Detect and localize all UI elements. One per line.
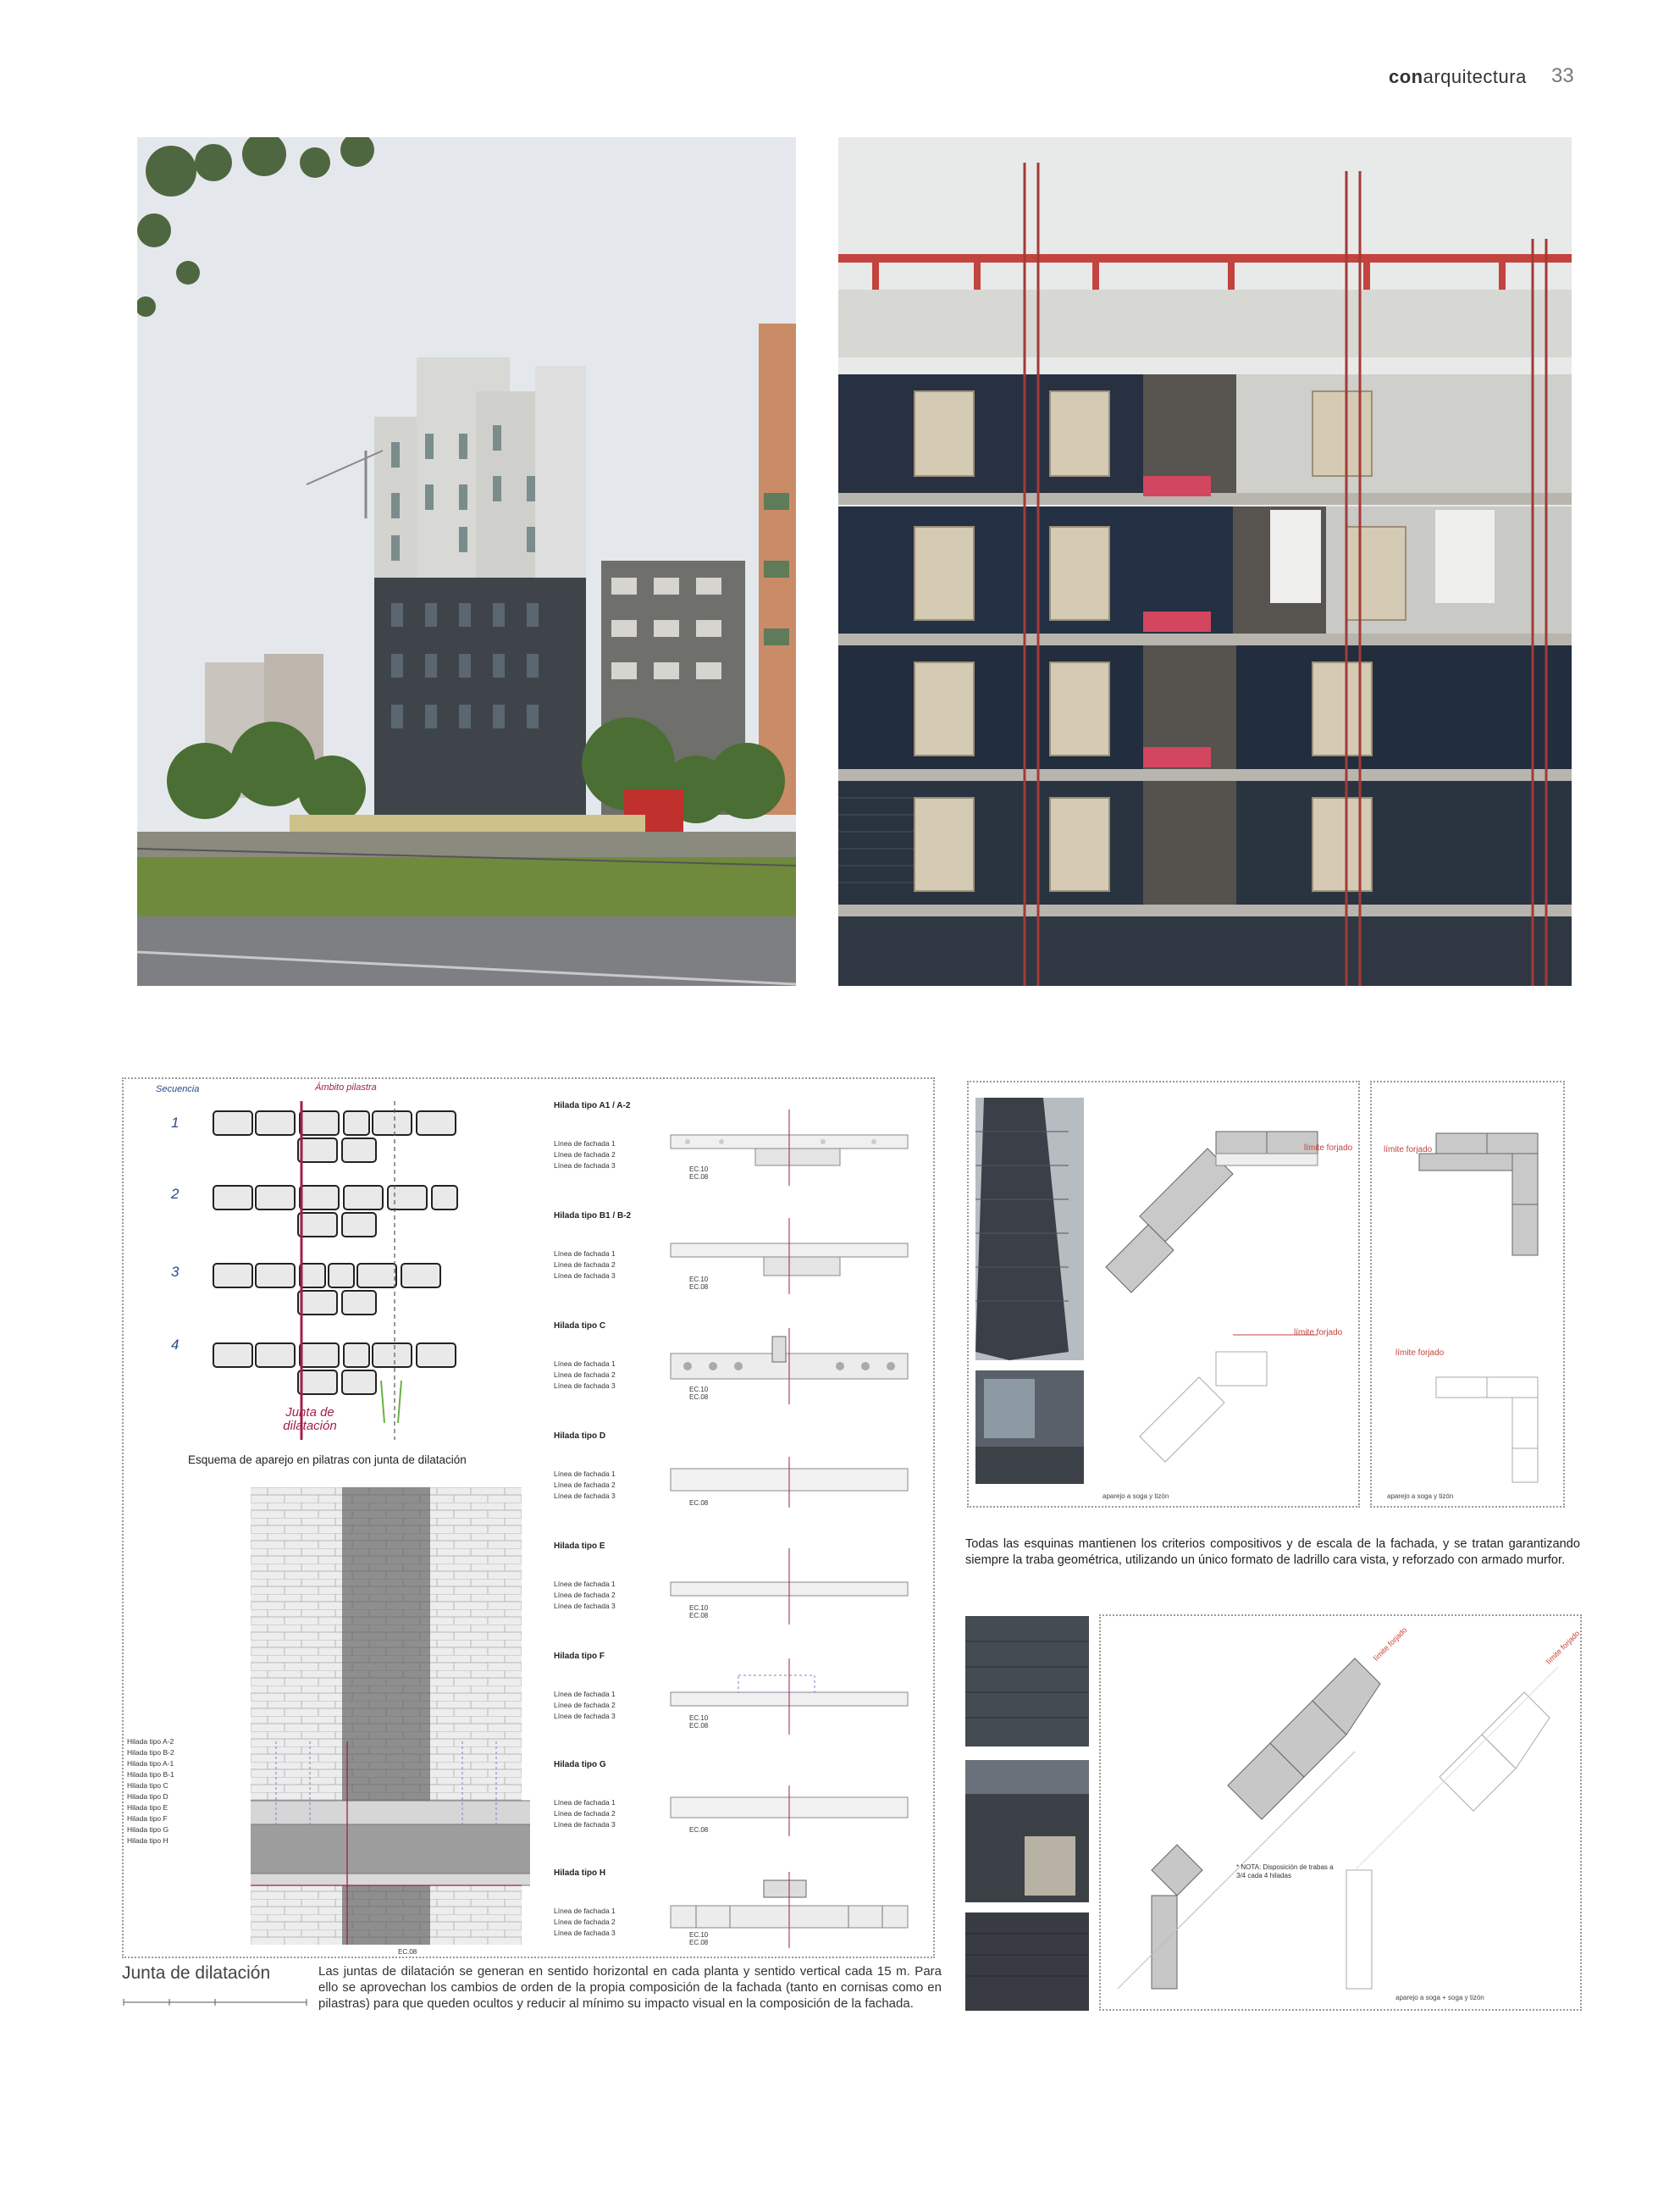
brick-sequence-sketch bbox=[203, 1101, 500, 1440]
corner-photo-4 bbox=[965, 1760, 1089, 1902]
junta-description: Las juntas de dilatación se generan en sentido horizontal en cada planta y sentido vertical cada 15 m. Para ello se aprovechan los cambios de orden de la propia composición de la fachada (tanto en cornisas como en pilastras) para que queden ocultos y reducir al mínimo su impacto visual en la composición de la fachada. bbox=[318, 1964, 942, 2011]
corner-drawing-3 bbox=[1101, 1616, 1577, 2006]
junta-title: Junta de dilatación bbox=[122, 1963, 271, 1983]
corner-photo-1 bbox=[975, 1098, 1084, 1360]
section-f-codes: EC.10 EC.08 bbox=[689, 1714, 709, 1730]
section-c-codes: EC.10 EC.08 bbox=[689, 1386, 709, 1401]
sketch-row-3: 3 bbox=[171, 1264, 180, 1280]
corner2-limite-top: límite forjado bbox=[1384, 1145, 1433, 1154]
magazine-name: conarquitectura bbox=[1389, 66, 1527, 87]
corner1-caption: aparejo a soga y tizón bbox=[1102, 1492, 1169, 1500]
elevation-code: EC.08 bbox=[398, 1948, 417, 1956]
section-e-lineas: Línea de fachada 1 Línea de fachada 2 Línea de fachada 3 bbox=[554, 1580, 616, 1610]
section-d-lineas: Línea de fachada 1 Línea de fachada 2 Línea de fachada 3 bbox=[554, 1470, 616, 1500]
corner3-nota: * NOTA: Disposición de trabas a 3/4 cada 4 hiladas bbox=[1236, 1863, 1334, 1879]
section-d-drawing bbox=[662, 1440, 916, 1508]
pilaster-elevation bbox=[251, 1487, 530, 1945]
sketch-row-2: 2 bbox=[171, 1186, 180, 1202]
corners-description: Todas las esquinas mantienen los criterios compositivos y de escala de la fachada, y se tratan garantizando siempre la traba geométrica, utilizando un único formato de ladrillo cara vista, y reforzado con armado murfor. bbox=[965, 1537, 1580, 1567]
street-photo bbox=[137, 137, 796, 986]
section-e-codes: EC.10 EC.08 bbox=[689, 1604, 709, 1619]
section-title-b: Hilada tipo B1 / B-2 bbox=[554, 1211, 632, 1221]
section-title-g: Hilada tipo G bbox=[554, 1760, 606, 1769]
section-title-e: Hilada tipo E bbox=[554, 1542, 605, 1551]
section-a-codes: EC.10 EC.08 bbox=[689, 1165, 709, 1181]
sketch-secuencia-label: Secuencia bbox=[156, 1084, 200, 1094]
section-title-d: Hilada tipo D bbox=[554, 1431, 606, 1441]
corner-photo-3 bbox=[965, 1616, 1089, 1746]
corner1-limite-top: límite forjado bbox=[1304, 1143, 1353, 1153]
sketch-row-1: 1 bbox=[171, 1115, 180, 1131]
section-d-codes: EC.08 bbox=[689, 1499, 709, 1507]
corner-photo-2 bbox=[975, 1370, 1084, 1484]
elevation-hilada-labels: Hilada tipo A-2 Hilada tipo B-2 Hilada tipo A-1 Hilada tipo B-1 Hilada tipo C Hilada tipo D Hilada tipo E Hilada tipo F Hilada tipo G Hilada tipo H bbox=[127, 1737, 174, 1845]
sketch-row-4: 4 bbox=[171, 1337, 180, 1353]
graphic-scale bbox=[122, 1995, 308, 2014]
section-c-lineas: Línea de fachada 1 Línea de fachada 2 Línea de fachada 3 bbox=[554, 1359, 616, 1390]
corner-photo-5 bbox=[965, 1912, 1089, 2011]
corner3-limite-left: límite forjado bbox=[1372, 1625, 1409, 1663]
sketch-ambito-label: Ámbito pilastra bbox=[315, 1082, 377, 1093]
corner-drawing-1 bbox=[1097, 1098, 1351, 1496]
scheme-caption: Esquema de aparejo en pilatras con junta de dilatación bbox=[188, 1453, 467, 1466]
section-title-h: Hilada tipo H bbox=[554, 1868, 606, 1878]
section-title-a: Hilada tipo A1 / A-2 bbox=[554, 1101, 631, 1110]
section-g-codes: EC.08 bbox=[689, 1826, 709, 1834]
section-h-codes: EC.10 EC.08 bbox=[689, 1931, 709, 1946]
sketch-junta-label: Junta de dilatación bbox=[283, 1405, 337, 1433]
facade-photo bbox=[838, 137, 1572, 986]
section-a-lineas: Línea de fachada 1 Línea de fachada 2 Línea de fachada 3 bbox=[554, 1139, 616, 1170]
section-title-c: Hilada tipo C bbox=[554, 1321, 606, 1331]
section-g-lineas: Línea de fachada 1 Línea de fachada 2 Línea de fachada 3 bbox=[554, 1798, 616, 1829]
page-number: 33 bbox=[1551, 64, 1574, 87]
corner3-limite-right: límite forjado bbox=[1545, 1629, 1582, 1666]
corner2-limite-bottom: límite forjado bbox=[1395, 1348, 1445, 1358]
corner1-limite-bottom: límite forjado bbox=[1294, 1328, 1343, 1337]
section-f-lineas: Línea de fachada 1 Línea de fachada 2 Línea de fachada 3 bbox=[554, 1690, 616, 1720]
corner3-caption: aparejo a soga + soga y tizón bbox=[1395, 1994, 1484, 2001]
section-b-codes: EC.10 EC.08 bbox=[689, 1276, 709, 1291]
corner-drawing-2 bbox=[1377, 1098, 1555, 1496]
section-b-lineas: Línea de fachada 1 Línea de fachada 2 Línea de fachada 3 bbox=[554, 1249, 616, 1280]
corner2-caption: aparejo a soga y tizón bbox=[1387, 1492, 1454, 1500]
section-h-lineas: Línea de fachada 1 Línea de fachada 2 Línea de fachada 3 bbox=[554, 1907, 616, 1937]
section-title-f: Hilada tipo F bbox=[554, 1652, 605, 1661]
